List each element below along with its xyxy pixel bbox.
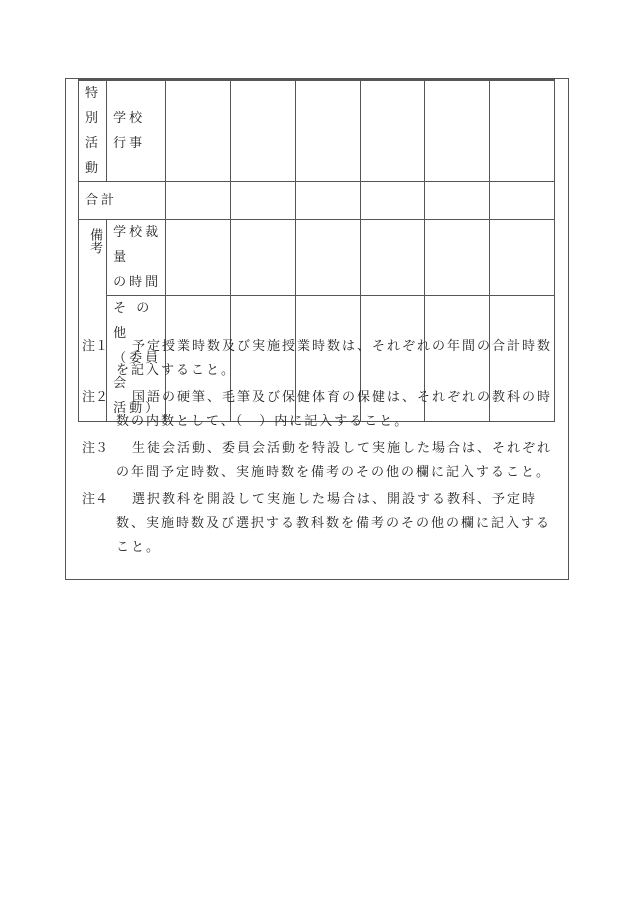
table-cell <box>166 182 231 220</box>
table-cell <box>295 220 360 296</box>
note-item <box>82 335 562 383</box>
table-cell <box>360 182 425 220</box>
note-item <box>82 437 562 485</box>
table-cell <box>295 182 360 220</box>
special-activity-label: 特別 活動 <box>79 80 107 182</box>
table-row-school-events <box>79 80 555 182</box>
table-cell <box>231 182 296 220</box>
other-committee-label: そ の 他 （委員会 活動） <box>107 296 166 422</box>
total-label: 合計 <box>79 182 166 220</box>
discretion-time-label: 学校裁量 の時間 <box>107 220 166 296</box>
note-number: 注２ <box>82 390 109 405</box>
table-cell <box>231 80 296 182</box>
remarks-label: 備考 <box>79 220 107 422</box>
table-cell <box>360 220 425 296</box>
form-frame <box>65 78 569 580</box>
table-cell <box>360 80 425 182</box>
note-item <box>82 386 562 434</box>
table-cell <box>295 80 360 182</box>
note-number: 注１ <box>82 339 109 354</box>
note-number: 注４ <box>82 492 109 507</box>
note-item <box>82 488 562 560</box>
table-cell <box>166 80 231 182</box>
table-cell <box>231 220 296 296</box>
table-cell <box>490 182 555 220</box>
notes-section <box>82 332 562 560</box>
table-row-discretion <box>79 220 555 296</box>
note-text: 予定授業時数及び実施授業時数は、それぞれの年間の合計時数を記入すること。 <box>116 339 553 378</box>
note-text: 選択教科を開設して実施した場合は、開設する教科、予定時数、実施時数及び選択する教科数を備考のその他の欄に記入すること。 <box>116 492 552 555</box>
table-cell <box>490 220 555 296</box>
note-text: 国語の硬筆、毛筆及び保健体育の保健は、それぞれの教科の時数の内数として、（ ）内に記入すること。 <box>116 390 553 429</box>
note-number: 注３ <box>82 441 109 456</box>
note-text: 生徒会活動、委員会活動を特設して実施した場合は、それぞれの年間予定時数、実施時数を備考のその他の欄に記入すること。 <box>116 441 553 480</box>
table-cell <box>490 80 555 182</box>
table-cell <box>425 80 490 182</box>
school-events-label: 学校 行事 <box>107 80 166 182</box>
table-cell <box>166 220 231 296</box>
table-cell <box>425 220 490 296</box>
table-row-total <box>79 182 555 220</box>
table-cell <box>425 182 490 220</box>
